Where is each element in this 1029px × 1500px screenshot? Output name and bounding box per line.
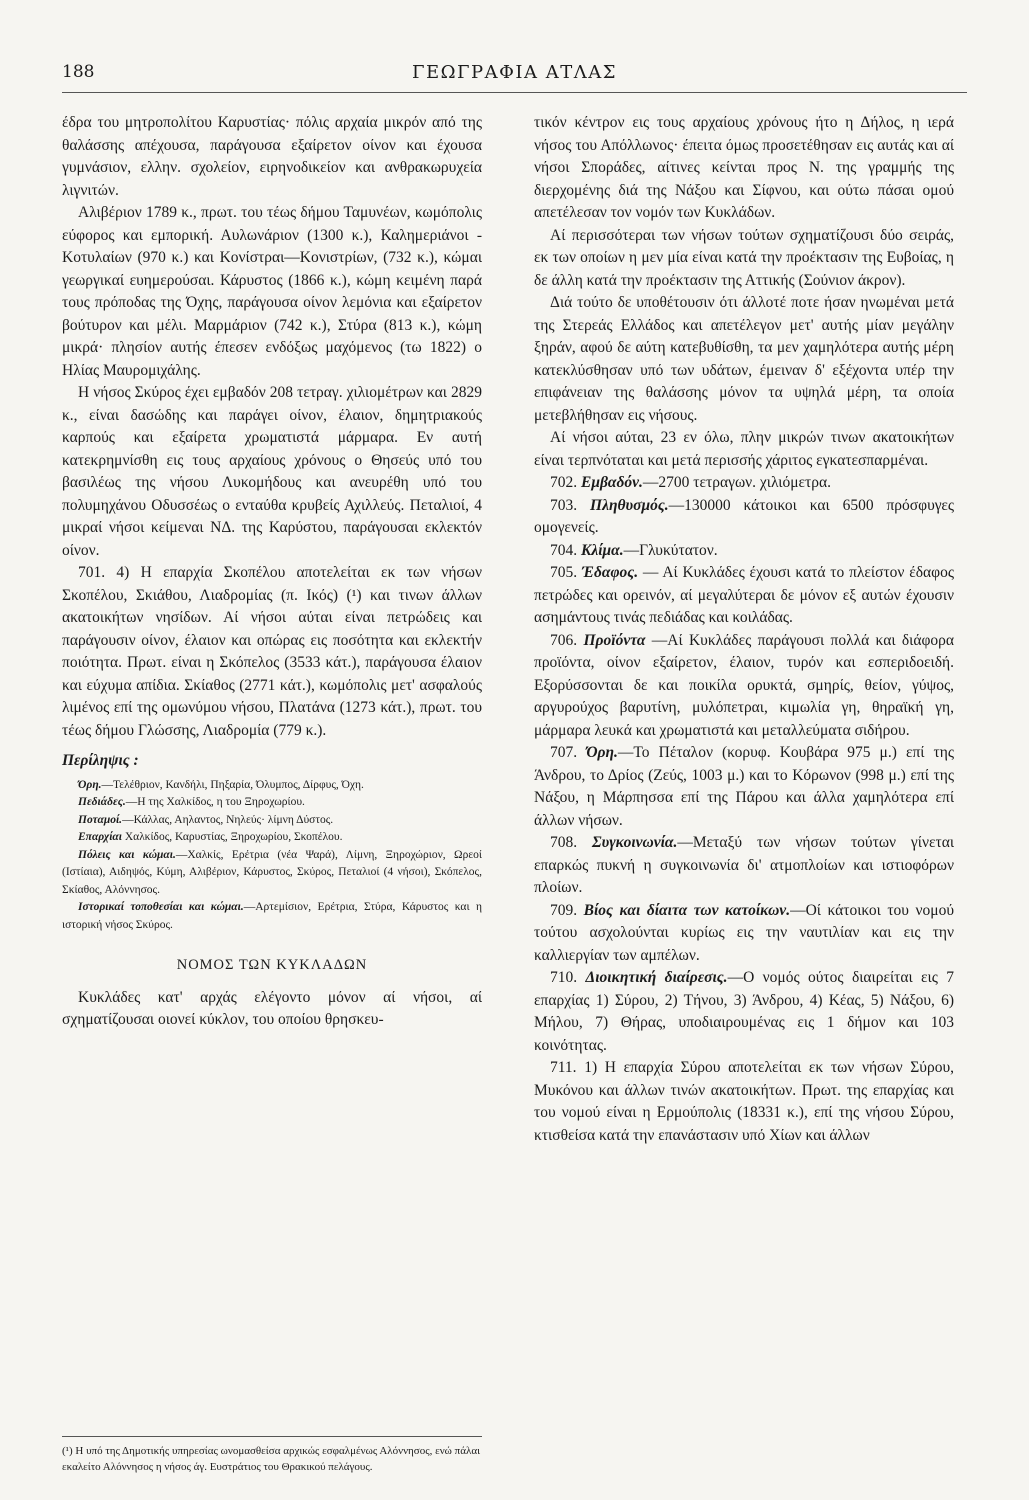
summary-label: Πεδιάδες. bbox=[78, 796, 126, 808]
section-708 bbox=[534, 832, 954, 900]
section-text: —Ο νομός ούτος διαιρείται εις 7 επαρχίας 1) Σύρου, 2) Τήνου, 3) Άνδρου, 4) Κέας, 5) Νάξου, 6) Μήλου, 7) Θήρας, υποδιαιρουμένας εις 1 δήμον και 103 κοινότητας. bbox=[534, 969, 955, 1054]
header-rule bbox=[62, 92, 967, 93]
section-text: —Οί κάτοικοι του νομού τούτου ασχολούνται κυρίως εις την ναυτιλίαν και εις την καλλιεργίαν των αμπέλων. bbox=[534, 901, 955, 964]
page-header bbox=[62, 62, 967, 90]
section-title: ΝΟΜΟΣ ΤΩΝ ΚΥΚΛΑΔΩΝ bbox=[176, 957, 368, 973]
paragraph: Κυκλάδες κατ' αρχάς ελέγοντο μόνον αί νήσοι, αί σχηματίζουσαι οιονεί κύκλον, του οποίου θρησκευ- bbox=[62, 988, 482, 1028]
summary-text: —Χαλκίς, Ερέτρια (νέα Ψαρά), Λίμνη, Ξηροχώριον, Ωρεοί (Ιστίαια), Αιδηψός, Κύμη, Αλιβέριον, Κάρυστος, Σκύρος, Πεταλιοί (4 νήσοι), Σκόπελος, Σκίαθος, Αλόννησος. bbox=[62, 848, 482, 896]
section-label: Πληθυσμός. bbox=[590, 496, 669, 514]
summary-list bbox=[62, 777, 482, 935]
section-number: 705. bbox=[550, 564, 578, 581]
section-711: 711. 1) Η επαρχία Σύρου αποτελείται εκ των νήσων Σύρου, Μυκόνου και άλλων τινών ακατοικήτων. Πρωτ. της επαρχίας και του νομού είναι η Ερμούπολις (18331 κ.), επί της νήσου Σύρου, κτισθείσα κατά την επανάστασιν υπό Χίων και άλλων bbox=[534, 1059, 954, 1144]
summary-item bbox=[62, 777, 482, 795]
section-number: 703. bbox=[550, 496, 578, 514]
summary-item bbox=[62, 794, 482, 812]
summary-label: Ποταμοί. bbox=[78, 813, 123, 826]
paragraph: Αί νήσοι αύται, 23 εν όλω, πλην μικρών τινων ακατοικήτων είναι τερπνόταται και μετά περισσής χάριτος εγκατεσπαρμέναι. bbox=[534, 429, 954, 469]
section-number: 706. bbox=[550, 631, 578, 649]
page-number: 188 bbox=[62, 62, 95, 82]
summary-text: —Η της Χαλκίδος, η του Ξηροχωρίου. bbox=[125, 796, 305, 808]
paragraph: τικόν κέντρον εις τους αρχαίους χρόνους ήτο η Δήλος, η ιερά νήσος του Απόλλωνος· έπειτα όμως προσετέθησαν εις αυτάς και αί νήσοι Σποράδες, αίτινες κείνται προς Ν. της γραμμής της διερχομένης διά της Νάξου και Σίφνου, και ούτω πάσαι ομού απετέλεσαν τον νομόν των Κυκλάδων. bbox=[534, 114, 954, 221]
left-column bbox=[62, 112, 482, 1032]
section-label: Όρη. bbox=[586, 744, 618, 761]
running-title: ΓΕΩΓΡΑΦΙΑ ΑΤΛΑΣ bbox=[412, 62, 617, 83]
section-number: 704. bbox=[550, 541, 578, 559]
section-label: Έδαφος. bbox=[581, 564, 639, 581]
summary-text: Χαλκίδος, Καρυστίας, Ξηροχωρίου, Σκοπέλου. bbox=[124, 831, 343, 843]
summary-label: Ιστορικαί τοποθεσίαι και κώμαι. bbox=[78, 901, 244, 913]
section-number: 702. bbox=[550, 474, 578, 491]
paragraph: Διά τούτο δε υποθέτουσιν ότι άλλοτέ ποτε ήσαν ηνωμέναι μετά της Στερεάς Ελλάδος και απετέλεγον μετ' αυτής μίαν μεγάλην ξηράν, αφού δε αύτη κατεβυθίσθη, τα μεν χαμηλότερα αυτής μέρη κατεκλύσθησαν υπό των υδάτων, έμειναν δ' εξέχοντα υπέρ την επιφάνειαν της θαλάσσης μόνον τα υψηλά μέρη, τα οποία μετεβλήθησαν εις νήσους. bbox=[534, 294, 954, 424]
summary-item bbox=[62, 812, 482, 830]
summary-heading: Περίληψις : bbox=[62, 752, 139, 769]
section-number: 710. bbox=[550, 969, 578, 986]
paragraph: Η νήσος Σκύρος έχει εμβαδόν 208 τετραγ. χιλιομέτρων και 2829 κ., είναι δασώδης και παράγει οίνον, έλαιον, δημητριακούς καρπούς και εξαίρετα χρωματιστά μάρμαρα. Εν αυτή κατεκρημνίσθη εις τους αρχαίους χρόνους ο Θησεύς υπό του βασιλέως της νήσου Λυκομήδους και ανευρέθη υπό του πολυμηχάνου Οδυσσέως ο ενταύθα κρυβείς Αχιλλεύς. Πεταλιοί, 4 μικραί νήσοι κείμεναι ΝΔ. της Καρύστου, παράγουσαι εκλεκτόν οίνον. bbox=[62, 384, 482, 559]
section-705 bbox=[534, 562, 954, 630]
section-702 bbox=[534, 472, 954, 495]
section-text: —Μεταξύ των νήσων τούτων γίνεται επαρκώς πυκνή η συγκοινωνία δι' ατμοπλοίων και ιστιοφόρων πλοίων. bbox=[534, 834, 954, 896]
footnote: (¹) Η υπό της Δημοτικής υπηρεσίας ωνομασθείσα αρχικώς εσφαλμένως Αλόννησος, ενώ πάλαι εκαλείτο Αλόννησος η νήσος άγ. Ευστράτιος του Θρακικού πελάγους. bbox=[62, 1436, 482, 1475]
section-label: Εμβαδόν. bbox=[581, 474, 643, 491]
paragraph: Αλιβέριον 1789 κ., πρωτ. του τέως δήμου Ταμυνέων, κωμόπολις εύφορος και εμπορική. Αυλωνάριον (1300 κ.), Καλημεριάνοι - Κοτυλαίων (970 κ.) και Κονίστραι—Κονιστρίων, (732 κ.), κώμαι γεωργικαί ευημερούσαι. Κάρυστος (1866 κ.), κώμη κειμένη παρά τους πρόποδας της Όχης, παράγουσα οίνον λεμόνια και εξαίρετον βούτυρον και μέλι. Μαρμάριον (742 κ.), Στύρα (813 κ.), κώμη μικρά· πλησίον αυτής έπεσεν ενδόξως μαχόμενος (τω 1822) ο Ηλίας Μαυρομιχάλης. bbox=[62, 204, 482, 379]
section-label: Συγκοινωνία. bbox=[592, 834, 678, 851]
summary-text: —Κάλλας, Αηλαντος, Νηλεύς· λίμνη Δύστος. bbox=[122, 813, 334, 826]
summary-item bbox=[62, 847, 482, 900]
right-column bbox=[534, 112, 954, 1147]
section-704 bbox=[534, 540, 954, 563]
summary-label: Επαρχίαι bbox=[78, 831, 122, 843]
section-label: Προϊόντα bbox=[583, 631, 646, 649]
section-706 bbox=[534, 630, 954, 743]
section-707 bbox=[534, 742, 954, 832]
summary-label: Πόλεις και κώμαι. bbox=[78, 848, 176, 861]
section-label: Διοικητική διαίρεσις. bbox=[585, 969, 728, 986]
section-text: —2700 τετραγων. χιλιόμετρα. bbox=[642, 474, 832, 491]
section-709 bbox=[534, 900, 954, 968]
section-number: 709. bbox=[550, 901, 578, 919]
section-text: — Αί Κυκλάδες έχουσι κατά το πλείστον έδαφος πετρώδες και ορεινόν, αί μεγαλύτεραι δε μόνον εξ αυτών έχουσιν ασημάντους τινάς πεδιάδας και κοιλάδας. bbox=[534, 564, 954, 626]
section-label: Κλίμα. bbox=[581, 541, 624, 559]
section-text: —Το Πέταλον (κορυφ. Κουβάρα 975 μ.) επί της Άνδρου, το Δρίος (Ζεύς, 1003 μ.) και το Κόρωνον (998 μ.) επί της Νάξου, η Μάρπησσα επί της Πάρου και άλλα χαμηλότερα επί άλλων νήσων. bbox=[534, 744, 954, 829]
section-number: 708. bbox=[550, 834, 578, 851]
summary-item bbox=[62, 829, 482, 847]
section-710 bbox=[534, 967, 954, 1057]
summary-text: —Αρτεμίσιον, Ερέτρια, Στύρα, Κάρυστος και η ιστορική νήσος Σκύρος. bbox=[62, 901, 482, 931]
summary-text: —Τελέθριον, Κανδήλι, Πηξαρία, Όλυμπος, Δίρφυς, Όχη. bbox=[101, 778, 364, 791]
section-label: Βίος και δίαιτα των κατοίκων. bbox=[583, 901, 791, 919]
paragraph: έδρα του μητροπολίτου Καρυστίας· πόλις αρχαία μικρόν από της θαλάσσης απέχουσα, παράγουσα εξαίρετον οίνον και έχουσα γυμνάσιον, ελλην. σχολείον, ειρηνοδικείον και ανθρακωρυχεία λιγνιτών. bbox=[62, 114, 482, 199]
section-text: —Γλυκύτατον. bbox=[623, 541, 718, 559]
section-text: —Αί Κυκλάδες παράγουσι πολλά και διάφορα προϊόντα, οίνον εξαίρετον, έλαιον, τυρόν και εσπεριδοειδή. Εξορύσσονται δε και ποικίλα ορυκτά, σμηρίς, θείον, γύψος, αργυρούχος βαρυτίνη, μυλόπετραι, κιμωλία γη, θηραϊκή γη, μάρμαρα λευκά και χρωματιστά και μεταλλεύματα σιδήρου. bbox=[534, 631, 955, 739]
summary-item bbox=[62, 899, 482, 934]
paragraph: 701. 4) Η επαρχία Σκοπέλου αποτελείται εκ των νήσων Σκοπέλου, Σκιάθου, Λιαδρομίας (π. Ικός) (¹) και τινων άλλων ακατοικήτων νησίδων. Αί νήσοι αύται είναι πετρώδεις και παράγουσιν οίνον, έλαιον και οπώρας εις ποσότητα και εκλεκτήν ποιότητα. Πρωτ. είναι η Σκόπελος (3533 κάτ.), παράγουσα έλαιον και εύχυμα απίδια. Σκίαθος (2771 κάτ.), κωμόπολις μετ' ασφαλούς λιμένος επί της ομωνύμου νήσου, Πλατάνα (1273 κάτ.), πρωτ. του τέως δήμου Γλώσσης, Λιαδρομία (779 κ.). bbox=[62, 564, 482, 739]
paragraph: Αί περισσότεραι των νήσων τούτων σχηματίζουσι δύο σειράς, εκ των οποίων η μεν μία είναι κατά την προέκτασιν της Ευβοίας, η δε άλλη κατά την προέκτασιν της Αττικής (Σούνιον άκρον). bbox=[534, 226, 954, 289]
section-703 bbox=[534, 495, 954, 540]
summary-label: Όρη. bbox=[78, 778, 102, 791]
section-text: —130000 κάτοικοι και 6500 πρόσφυγες ομογενείς. bbox=[534, 496, 954, 536]
section-number: 707. bbox=[550, 744, 578, 761]
